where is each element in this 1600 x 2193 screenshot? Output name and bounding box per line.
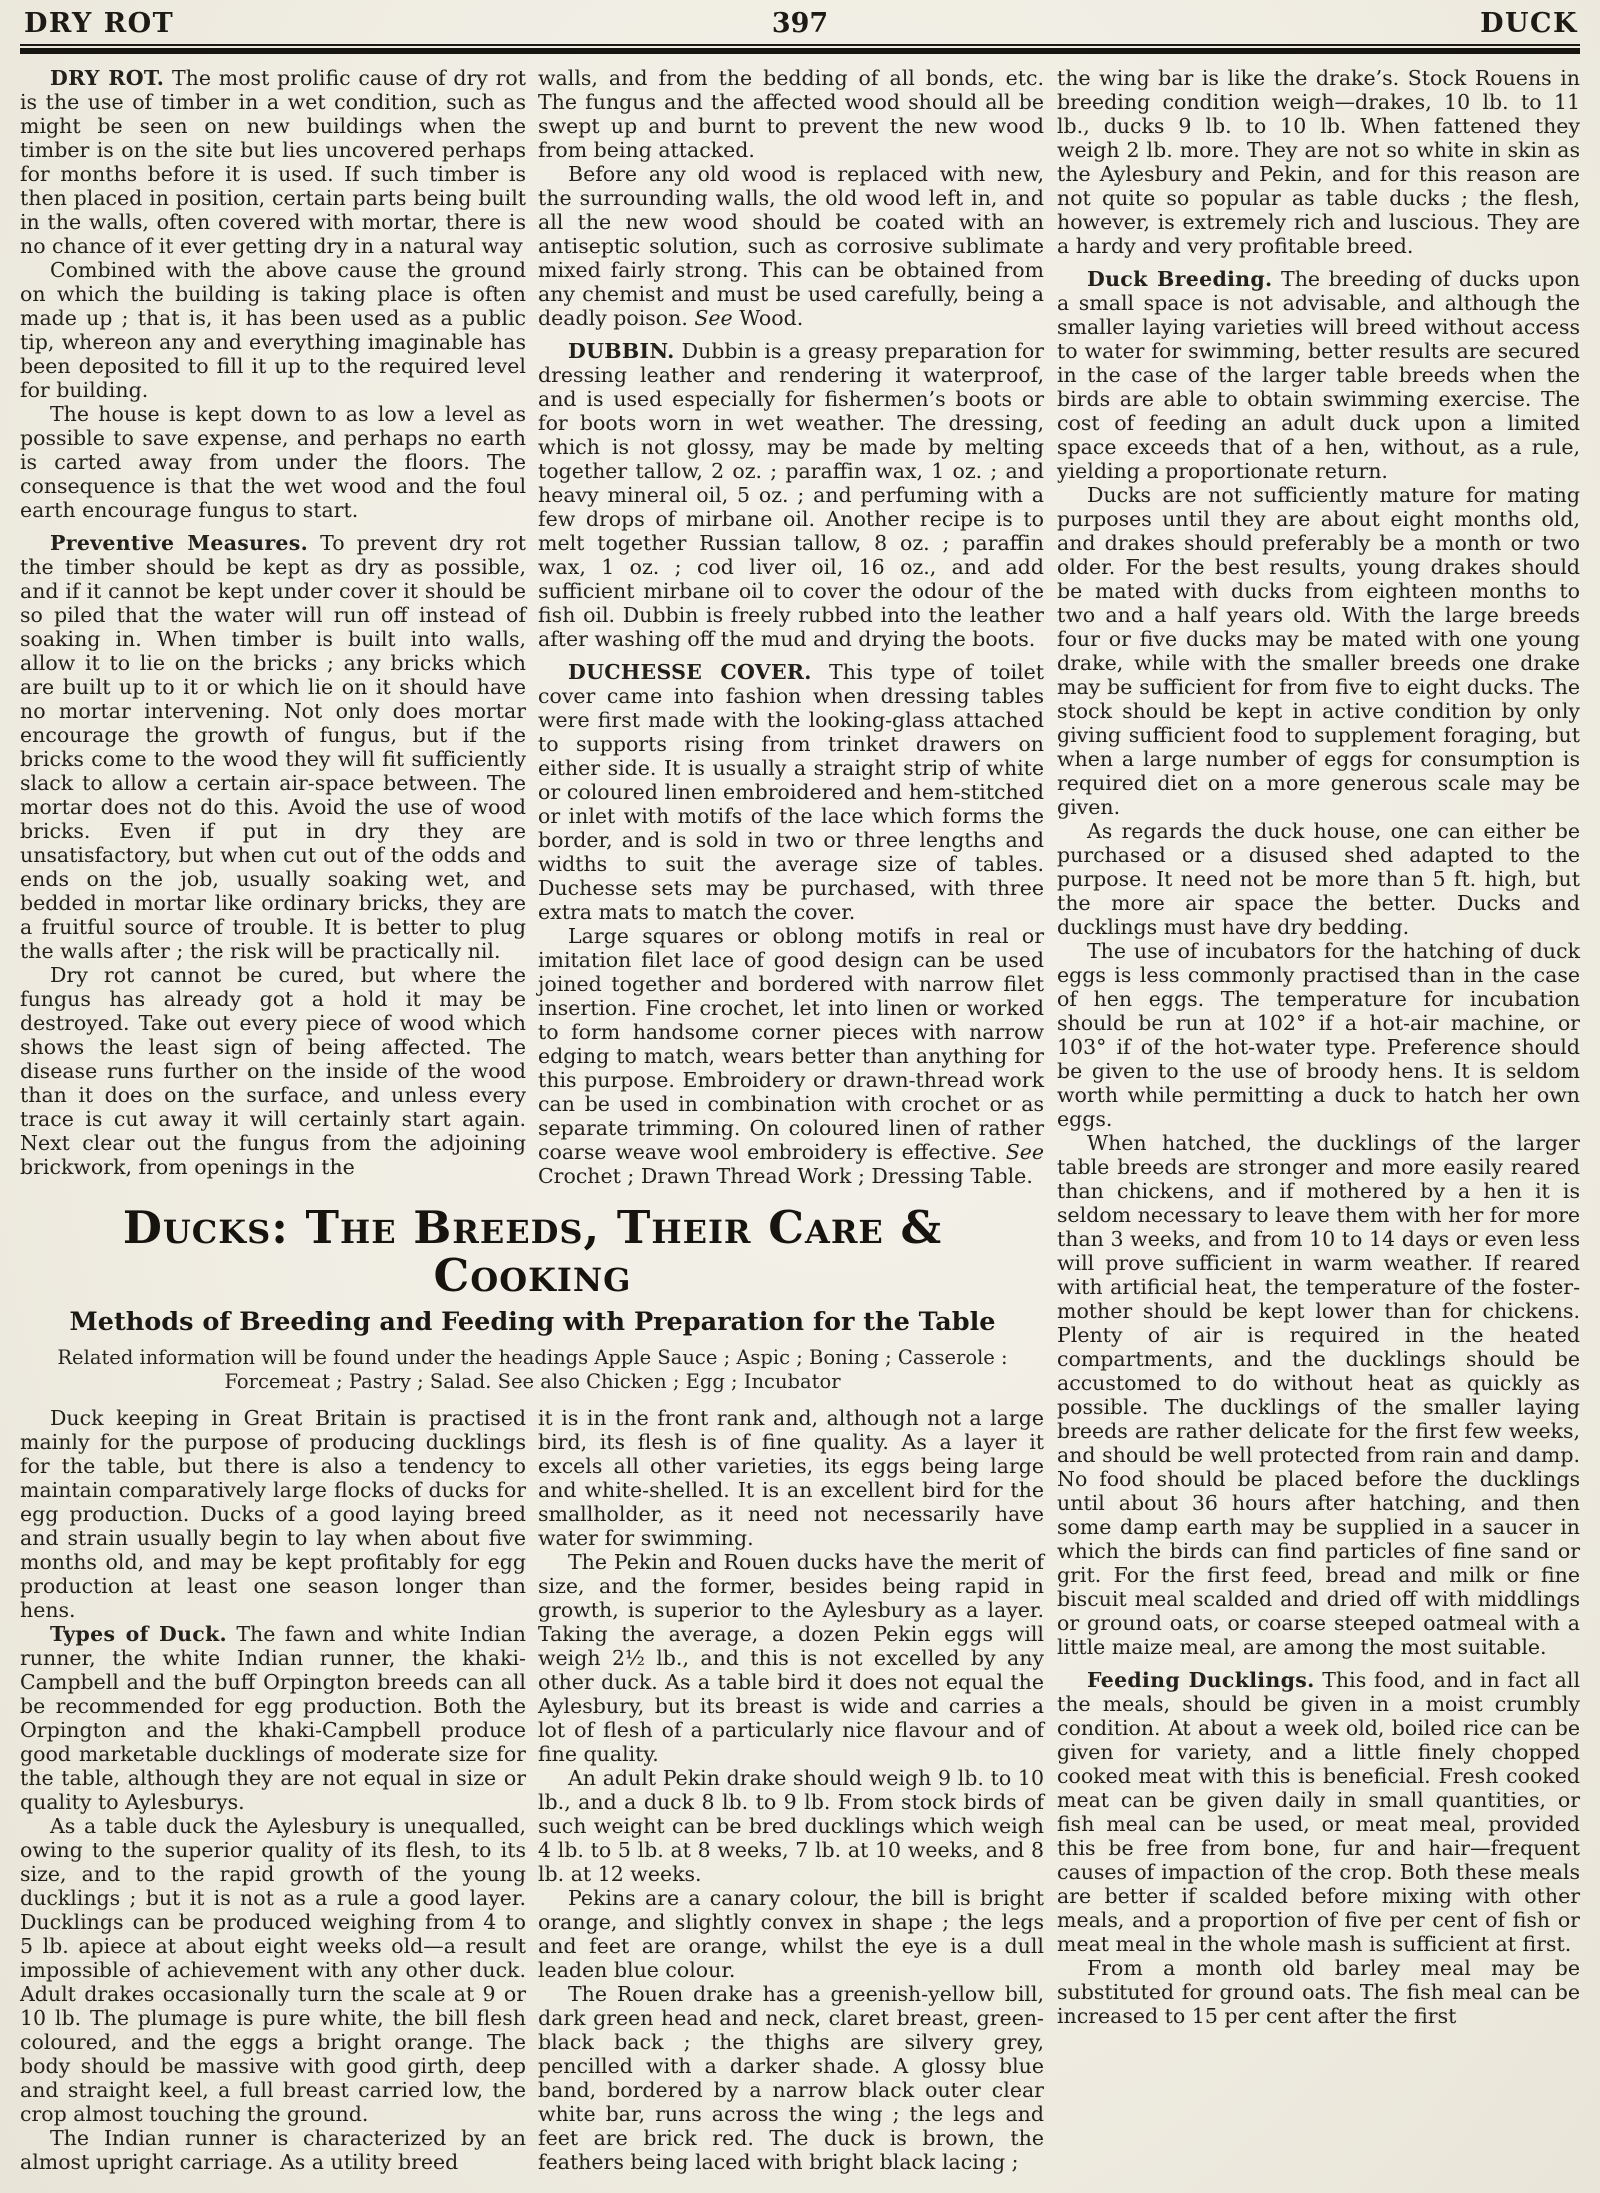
paragraph: The house is kept down to as low a level as possible to save expense, and perhaps no earth is carted away from under the floors. The consequence is that the wet wood and the foul earth encourage fungus to start. [20, 402, 526, 522]
header-rule-thin [20, 44, 1580, 46]
paragraph: Combined with the above cause the ground on which the building is taking place is often made up ; that is, it has been used as a public tip, whereon any and everything imaginable has been deposited to fill it up to the required level for building. [20, 258, 526, 402]
paragraph: Large squares or oblong motifs in real or imitation filet lace of good design can be used joined together and bordered with narrow filet insertion. Fine crochet, let into linen or worked to form handsome corner pieces with narrow edging to match, wears better than anything for this purpose. Embroidery or drawn-thread work can be used in combination with crochet or as separate trimming. On coloured linen of rather coarse weave wool embroidery is effective. See Crochet ; Drawn Thread Work ; Dressing Table. [538, 924, 1044, 1188]
section-subtitle: Methods of Breeding and Feeding with Preparation for the Table [69, 1307, 996, 1337]
section-note [20, 1346, 1045, 1394]
section-note-line1: Related information will be found under the headings Apple Sauce ; Aspic ; Boning ; Casserole : [57, 1346, 1008, 1369]
paragraph: As regards the duck house, one can either be purchased or a disused shed adapted to the purpose. It need not be more than 5 ft. high, but the more air space the better. Ducks and ducklings must have dry bedding. [1057, 819, 1580, 939]
header-rule [20, 44, 1580, 54]
column-top-middle [538, 66, 1044, 1188]
paragraph: The Indian runner is characterized by an almost upright carriage. As a utility breed [20, 2126, 526, 2174]
section-heading [20, 1201, 1045, 1394]
paragraph: Duck Breeding. The breeding of ducks upon a small space is not advisable, and although the smaller laying varieties will breed without access to water for swimming, better results are secured in the case of the larger table breeds when the birds are able to obtain swimming exercise. The cost of feeding an adult duck upon a limited space exceeds that of a hen, without, as a rule, yielding a proportionate return. [1057, 267, 1580, 483]
column-bottom-left [20, 1406, 526, 2174]
column-right [1057, 66, 1580, 2174]
paragraph: Duck keeping in Great Britain is practised mainly for the purpose of producing ducklings for the table, but there is also a tendency to maintain comparatively large flocks of ducks for egg production. Ducks of a good laying breed and strain usually begin to lay when about five months old, and may be kept profitably for egg production at least one season longer than hens. [20, 1406, 526, 1622]
paragraph: walls, and from the bedding of all bonds, etc. The fungus and the affected wood should all be swept up and burnt to prevent the new wood from being attacked. [538, 66, 1044, 162]
paragraph: From a month old barley meal may be substituted for ground oats. The fish meal can be increased to 15 per cent after the first [1057, 1956, 1580, 2028]
column-top-left [20, 66, 526, 1188]
column-bottom-middle [538, 1406, 1044, 2174]
paragraph: the wing bar is like the drake’s. Stock Rouens in breeding condition weigh—drakes, 10 lb. to 11 lb., ducks 9 lb. to 10 lb. When fattened they weigh 2 lb. more. They are not so white in skin as the Aylesbury and Pekin, and for this reason are not quite so popular as table ducks ; the flesh, however, is extremely rich and luscious. They are a hardy and very profitable breed. [1057, 66, 1580, 258]
bottom-two-columns [20, 1406, 1045, 2174]
paragraph: Dry rot cannot be cured, but where the fungus has already got a hold it may be destroyed. Take out every piece of wood which shows the least sign of being affected. The disease runs further on the inside of the wood than it does on the surface, and unless every trace is cut away it will certainly start again. Next clear out the fungus from the adjoining brickwork, from openings in the [20, 963, 526, 1179]
paragraph: The use of incubators for the hatching of duck eggs is less commonly practised than in the case of hen eggs. The temperature for incubation should be run at 102° if a hot-air machine, or 103° if of the hot-water type. Preference should be given to the use of broody hens. It is seldom worth while permitting a duck to hatch her own eggs. [1057, 939, 1580, 1131]
paragraph: Before any old wood is replaced with new, the surrounding walls, the old wood left in, and all the new wood should be coated with an antiseptic solution, such as corrosive sublimate mixed fairly strong. This can be obtained from any chemist and must be used carefully, being a deadly poison. See Wood. [538, 162, 1044, 330]
paragraph: Types of Duck. The fawn and white Indian runner, the white Indian runner, the khaki-Campbell and the buff Orpington breeds can all be recommended for egg production. Both the Orpington and the khaki-Campbell produce good marketable ducklings of moderate size for the table, although they are not equal in size or quality to Aylesburys. [20, 1622, 526, 1814]
running-head-left-title: DRY ROT [24, 8, 175, 39]
paragraph: As a table duck the Aylesbury is unequalled, owing to the superior quality of its flesh, to its size, and to the rapid growth of the young ducklings ; but it is not as a rule a good layer. Ducklings can be produced weighing from 4 to 5 lb. apiece at about eight weeks old—a result impossible of achievement with any other duck. Adult drakes occasionally turn the scale at 9 or 10 lb. The plumage is pure white, the bill flesh coloured, and the eggs a bright orange. The body should be massive with good girth, deep and straight keel, a full breast carried low, the crop almost touching the ground. [20, 1814, 526, 2126]
paragraph: Preventive Measures. To prevent dry rot the timber should be kept as dry as possible, and if it cannot be kept under cover it should be so piled that the water will run off instead of soaking in. When timber is built into walls, allow it to lie on the bricks ; any bricks which are built up to it or which lie on it should have no mortar intervening. Not only does mortar encourage the growth of fungus, but if the bricks come to the wood they will fit sufficiently slack to allow a certain air-space between. The mortar does not do this. Avoid the use of wood bricks. Even if put in dry they are unsatisfactory, but when cut out of the odds and ends on the job, usually soaking wet, and bedded in mortar like ordinary bricks, they are a fruitful source of trouble. It is better to plug the walls after ; the risk will be practically nil. [20, 531, 526, 963]
paragraph: An adult Pekin drake should weigh 9 lb. to 10 lb., and a duck 8 lb. to 9 lb. From stock birds of such weight can be bred ducklings which weigh 4 lb. to 5 lb. at 8 weeks, 7 lb. at 10 weeks, and 8 lb. at 12 weeks. [538, 1766, 1044, 1886]
paragraph: DUCHESSE COVER. This type of toilet cover came into fashion when dressing tables were first made with the looking-glass attached to supports rising from trinket drawers on either side. It is usually a straight strip of white or coloured linen embroidered and hem-stitched or inlet with motifs of the lace which forms the border, and is sold in two or three lengths and widths to suit the average size of tables. Duchesse sets may be purchased, with three extra mats to match the cover. [538, 660, 1044, 924]
paragraph: Pekins are a canary colour, the bill is bright orange, and slightly convex in shape ; the legs and feet are orange, whilst the eye is a dull leaden blue colour. [538, 1886, 1044, 1982]
paragraph: it is in the front rank and, although not a large bird, its flesh is of fine quality. As a layer it excels all other varieties, its eggs being large and white-shelled. It is an excellent bird for the smallholder, as it need not necessarily have water for swimming. [538, 1406, 1044, 1550]
paragraph: Ducks are not sufficiently mature for mating purposes until they are about eight months old, and drakes should preferably be a month or two older. For the best results, young drakes should be mated with ducks from eighteen months to two and a half years old. With the large breeds four or five ducks may be mated with one young drake, while with the smaller breeds one drake may be sufficient for from five to eight ducks. The stock should be kept in active condition by only giving sufficient food to supplement foraging, but when a large number of eggs for consumption is required diet on a more generous scale may be given. [1057, 483, 1580, 819]
running-head-right-title: DUCK [1480, 8, 1578, 39]
paragraph: DRY ROT. The most prolific cause of dry rot is the use of timber in a wet condition, such as might be seen on new buildings when the timber is on the site but lies uncovered perhaps for months before it is used. If such timber is then placed in position, certain parts being built in the walls, often covered with mortar, there is no chance of it ever getting dry in a natural way [20, 66, 526, 258]
paragraph: When hatched, the ducklings of the larger table breeds are stronger and more easily reared than chickens, and if mothered by a hen it is seldom necessary to leave them with her for more than 3 weeks, and from 10 to 14 days or even less will prove sufficient in warm weather. If reared with artificial heat, the temperature of the foster-mother should be kept lower than for chickens. Plenty of air is required in the heated compartments, and the ducklings should be accustomed to do without heat as quickly as possible. The ducklings of the smaller laying breeds are rather delicate for the first few weeks, and should be well protected from rain and damp. No food should be placed before the ducklings until about 36 hours after hatching, and then some damp earth may be supplied in a saucer in which the birds can find particles of fine sand or grit. For the first feed, bread and milk or fine biscuit meal scalded and dried off with middlings or ground oats, or coarse steeped oatmeal with a little maize meal, are among the most suitable. [1057, 1131, 1580, 1659]
paragraph: DUBBIN. Dubbin is a greasy preparation for dressing leather and rendering it waterproof, and is used especially for fishermen’s boots or for boots worn in wet weather. The dressing, which is not glossy, may be made by melting together tallow, 2 oz. ; paraffin wax, 1 oz. ; and heavy mineral oil, 5 oz. ; and perfuming with a few drops of mirbane oil. Another recipe is to melt together Russian tallow, 8 oz. ; paraffin wax, 1 oz. ; cod liver oil, 16 oz., and add sufficient mirbane oil to cover the odour of the fish oil. Dubbin is freely rubbed into the leather after washing off the mud and drying the boots. [538, 339, 1044, 651]
section-title: Ducks: The Breeds, Their Care & Cooking [122, 1201, 943, 1302]
header-rule-thick [20, 48, 1580, 54]
running-head [20, 6, 1580, 40]
page-number: 397 [771, 8, 829, 39]
paragraph: The Rouen drake has a greenish-yellow bill, dark green head and neck, claret breast, green-black back ; the thighs are silvery grey, pencilled with a darker shade. A glossy blue band, bordered by a narrow black outer clear white bar, runs across the wing ; the legs and feet are brick red. The duck is brown, the feathers being laced with bright black lacing ; [538, 1982, 1044, 2174]
section-note-line2: Forcemeat ; Pastry ; Salad. See also Chicken ; Egg ; Incubator [224, 1370, 841, 1393]
page-content [20, 66, 1580, 2174]
top-two-columns [20, 66, 1045, 1188]
paragraph: The Pekin and Rouen ducks have the merit of size, and the former, besides being rapid in growth, is superior to the Aylesbury as a layer. Taking the average, a dozen Pekin eggs will weigh 2½ lb., and this is not excelled by any other duck. As a table bird it does not equal the Aylesbury, but its breast is wide and carries a lot of flesh of a particularly nice flavour and of fine quality. [538, 1550, 1044, 1766]
paragraph: Feeding Ducklings. This food, and in fact all the meals, should be given in a moist crumbly condition. At about a week old, boiled rice can be given for variety, and a little finely chopped cooked meat with this is beneficial. Fresh cooked meat can be given daily in small quantities, or fish meal can be used, or meat meal, provided this be free from bone, fur and hair—frequent causes of impaction of the crop. Both these meals are better if scalded before mixing with other meals, and a proportion of five per cent of fish or meat meal in the whole mash is sufficient at first. [1057, 1668, 1581, 1956]
left-two-column-block [20, 66, 1045, 2174]
